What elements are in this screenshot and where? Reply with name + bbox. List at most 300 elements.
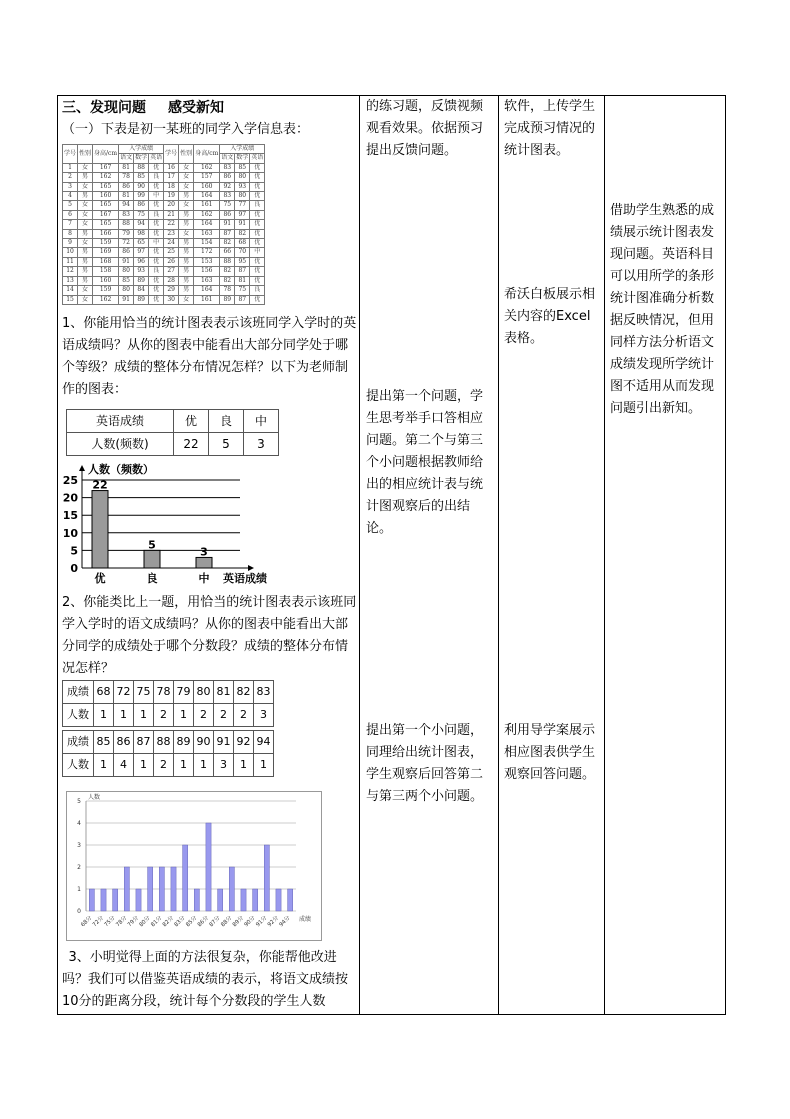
info-header: 身高/cm — [194, 145, 220, 164]
bar — [124, 867, 129, 911]
info-cell: 164 — [194, 192, 220, 201]
score-cell: 82 — [234, 680, 254, 703]
bar — [229, 867, 234, 911]
info-cell: 女 — [78, 286, 93, 295]
bar — [159, 867, 164, 911]
info-cell: 22 — [164, 220, 179, 229]
info-header: 学号 — [164, 145, 179, 164]
bar — [218, 889, 223, 911]
y-tick-label: 20 — [62, 491, 78, 505]
info-cell: 女 — [78, 163, 93, 172]
info-header: 性别 — [78, 145, 93, 164]
info-cell: 97 — [235, 210, 250, 219]
info-cell: 女 — [179, 201, 194, 210]
info-header: 入学成绩 — [220, 145, 265, 154]
score-cell: 1 — [94, 753, 114, 776]
info-cell: 20 — [164, 201, 179, 210]
student-info-table — [62, 144, 265, 305]
score-cell: 1 — [194, 753, 214, 776]
info-cell: 166 — [93, 229, 119, 238]
freq-label: 人数(频数) — [67, 432, 174, 455]
chinese-score-table-2 — [62, 730, 274, 777]
info-cell: 164 — [194, 286, 220, 295]
score-cell: 2 — [154, 753, 174, 776]
info-cell: 男 — [179, 267, 194, 276]
info-cell: 91 — [119, 295, 134, 304]
bar — [183, 845, 188, 911]
score-cell: 1 — [94, 703, 114, 726]
info-cell: 优 — [149, 248, 164, 257]
info-cell: 优 — [250, 257, 265, 266]
score-cell: 1 — [174, 753, 194, 776]
info-cell: 女 — [179, 173, 194, 182]
score-label: 成绩 — [63, 680, 94, 703]
score-cell: 91 — [214, 730, 234, 753]
info-cell: 30 — [164, 295, 179, 304]
info-cell: 167 — [93, 210, 119, 219]
info-cell: 女 — [179, 229, 194, 238]
info-row — [63, 220, 265, 229]
info-cell: 女 — [78, 295, 93, 304]
info-cell: 91 — [235, 220, 250, 229]
info-cell: 29 — [164, 286, 179, 295]
info-row — [63, 210, 265, 219]
info-cell: 优 — [149, 220, 164, 229]
info-cell: 80 — [235, 173, 250, 182]
info-cell: 156 — [194, 267, 220, 276]
y-tick-label: 25 — [62, 473, 78, 487]
info-cell: 优 — [149, 257, 164, 266]
info-cell: 优 — [149, 229, 164, 238]
bar-data-label: 3 — [200, 545, 208, 559]
info-cell: 女 — [78, 182, 93, 191]
info-cell: 优 — [250, 276, 265, 285]
score-cell: 2 — [214, 703, 234, 726]
info-cell: 162 — [93, 173, 119, 182]
y-tick-label: 4 — [77, 819, 81, 827]
freq-cell: 22 — [174, 432, 209, 455]
score-cell: 1 — [234, 753, 254, 776]
freq-cell: 3 — [244, 432, 279, 455]
info-cell: 男 — [179, 239, 194, 248]
info-header: 入学成绩 — [119, 145, 164, 154]
info-cell: 93 — [134, 267, 149, 276]
x-tick-label: 82分 — [161, 915, 175, 929]
x-tick-label: 88分 — [220, 915, 234, 929]
info-cell: 82 — [220, 276, 235, 285]
column-divider — [359, 95, 360, 1015]
info-cell: 18 — [164, 182, 179, 191]
info-cell: 6 — [63, 210, 78, 219]
info-cell: 25 — [164, 248, 179, 257]
info-cell: 66 — [220, 248, 235, 257]
info-cell: 女 — [179, 182, 194, 191]
info-cell: 女 — [78, 239, 93, 248]
info-cell: 9 — [63, 239, 78, 248]
x-tick-label: 94分 — [278, 915, 292, 929]
info-row — [63, 201, 265, 210]
y-axis-arrow — [79, 465, 85, 471]
info-cell: 中 — [149, 192, 164, 201]
info-cell: 8 — [63, 229, 78, 238]
section-title: 三、发现问题 — [62, 100, 146, 116]
info-cell: 162 — [194, 210, 220, 219]
info-cell: 94 — [134, 220, 149, 229]
info-cell: 88 — [134, 163, 149, 172]
section-heading — [62, 98, 357, 118]
info-cell: 90 — [134, 182, 149, 191]
info-cell: 优 — [250, 295, 265, 304]
info-cell: 160 — [93, 276, 119, 285]
info-cell: 男 — [78, 267, 93, 276]
x-axis-title: 成绩 — [299, 915, 312, 923]
info-cell: 83 — [220, 163, 235, 172]
info-cell: 优 — [250, 163, 265, 172]
info-cell: 2 — [63, 173, 78, 182]
info-cell: 77 — [235, 201, 250, 210]
info-cell: 女 — [78, 210, 93, 219]
info-cell: 159 — [93, 286, 119, 295]
info-cell: 优 — [149, 201, 164, 210]
bar — [101, 889, 106, 911]
info-cell: 优 — [149, 182, 164, 191]
info-row — [63, 248, 265, 257]
y-tick-label: 2 — [77, 863, 81, 871]
score-cell: 3 — [214, 753, 234, 776]
info-cell: 优 — [149, 163, 164, 172]
y-tick-label: 0 — [77, 907, 81, 915]
freq-cell: 5 — [209, 432, 244, 455]
x-tick-label: 80分 — [138, 915, 152, 929]
info-cell: 86 — [220, 173, 235, 182]
score-cell: 1 — [134, 753, 154, 776]
info-cell: 82 — [220, 267, 235, 276]
question-2: 2、你能类比上一题，用恰当的统计图表表示该班同学入学时的语文成绩吗？从你的图表中能看出大部分同学的成绩处于哪个分数段？成绩的整体分布情况怎样？ — [62, 594, 357, 676]
info-cell: 161 — [194, 295, 220, 304]
info-cell: 169 — [93, 248, 119, 257]
info-cell: 81 — [119, 163, 134, 172]
x-tick-label: 89分 — [231, 915, 245, 929]
score-cell: 75 — [134, 680, 154, 703]
student-activity-p1: 软件，上传学生完成预习情况的统计图表。 — [504, 99, 596, 158]
info-cell: 93 — [235, 182, 250, 191]
score-cell: 1 — [174, 703, 194, 726]
teaching-content-column — [62, 98, 357, 1013]
info-cell: 157 — [194, 173, 220, 182]
info-cell: 154 — [194, 239, 220, 248]
info-cell: 良 — [250, 286, 265, 295]
info-cell: 男 — [179, 248, 194, 257]
x-tick-label: 优 — [94, 571, 106, 585]
score-cell: 1 — [134, 703, 154, 726]
score-cell: 4 — [114, 753, 134, 776]
score-cell: 87 — [134, 730, 154, 753]
info-cell: 1 — [63, 163, 78, 172]
score-cell: 89 — [174, 730, 194, 753]
info-row — [63, 192, 265, 201]
y-tick-label: 0 — [70, 561, 78, 575]
x-tick-label: 83分 — [173, 915, 187, 929]
info-cell: 160 — [194, 182, 220, 191]
score-cell: 2 — [194, 703, 214, 726]
info-cell: 75 — [235, 286, 250, 295]
info-cell: 12 — [63, 267, 78, 276]
bar — [136, 889, 141, 911]
info-cell: 3 — [63, 182, 78, 191]
info-row — [63, 229, 265, 238]
info-cell: 162 — [93, 295, 119, 304]
info-cell: 优 — [250, 210, 265, 219]
info-cell: 96 — [134, 257, 149, 266]
info-cell: 163 — [194, 276, 220, 285]
y-axis-title: 人数 — [88, 793, 101, 801]
x-tick-label: 90分 — [243, 915, 257, 929]
y-tick-label: 5 — [77, 797, 81, 805]
x-tick-label: 87分 — [208, 915, 222, 929]
info-header: 英语 — [150, 154, 163, 162]
info-cell: 92 — [220, 182, 235, 191]
info-cell: 72 — [119, 239, 134, 248]
info-cell: 88 — [220, 257, 235, 266]
student-activity-p2: 希沃白板展示相关内容的Excel表格。 — [504, 287, 596, 346]
bar — [89, 889, 94, 911]
freq-cell: 良 — [209, 409, 244, 432]
score-cell: 72 — [114, 680, 134, 703]
column-divider — [604, 95, 605, 1015]
info-cell: 165 — [93, 201, 119, 210]
info-cell: 优 — [250, 220, 265, 229]
info-cell: 10 — [63, 248, 78, 257]
bar-data-label: 22 — [92, 478, 108, 492]
info-cell: 男 — [179, 220, 194, 229]
bar — [144, 550, 160, 568]
y-tick-label: 3 — [77, 841, 81, 849]
info-cell: 87 — [235, 267, 250, 276]
section-intro: （一）下表是初一某班的同学入学信息表： — [62, 122, 310, 137]
bar-data-label: 5 — [148, 538, 156, 552]
info-cell: 98 — [134, 229, 149, 238]
bar — [276, 889, 281, 911]
x-tick-label: 86分 — [196, 915, 210, 929]
info-cell: 女 — [78, 220, 93, 229]
info-row — [63, 173, 265, 182]
score-cell: 83 — [254, 680, 274, 703]
info-cell: 21 — [164, 210, 179, 219]
info-cell: 88 — [119, 220, 134, 229]
info-cell: 163 — [194, 229, 220, 238]
info-header: 学号 — [63, 145, 78, 164]
english-bar-chart — [62, 462, 286, 592]
info-cell: 94 — [119, 201, 134, 210]
x-tick-label: 79分 — [126, 915, 140, 929]
score-cell: 80 — [194, 680, 214, 703]
info-cell: 男 — [179, 257, 194, 266]
bar — [241, 889, 246, 911]
x-tick-label: 68分 — [80, 915, 94, 929]
info-cell: 女 — [179, 295, 194, 304]
info-cell: 75 — [220, 201, 235, 210]
score-label: 人数 — [63, 703, 94, 726]
info-cell: 良 — [149, 210, 164, 219]
info-cell: 78 — [220, 286, 235, 295]
score-label: 人数 — [63, 753, 94, 776]
question-1: 1、你能用恰当的统计图表表示该班同学入学时的英语成绩吗？从你的图表中能看出大部分同学处于哪个等级？成绩的整体分布情况怎样？以下为老师制作的图表： — [62, 315, 357, 397]
bar — [288, 889, 293, 911]
info-cell: 19 — [164, 192, 179, 201]
info-cell: 85 — [235, 163, 250, 172]
info-cell: 男 — [179, 276, 194, 285]
info-cell: 优 — [250, 239, 265, 248]
info-cell: 75 — [134, 210, 149, 219]
info-cell: 160 — [93, 192, 119, 201]
info-cell: 162 — [194, 163, 220, 172]
y-tick-label: 15 — [62, 509, 78, 523]
info-header: 语文 — [221, 154, 234, 162]
bar — [264, 845, 269, 911]
info-cell: 89 — [134, 276, 149, 285]
info-cell: 优 — [250, 267, 265, 276]
info-header: 语文 — [120, 154, 133, 162]
info-cell: 70 — [235, 248, 250, 257]
info-cell: 男 — [78, 248, 93, 257]
info-row — [63, 163, 265, 172]
score-cell: 3 — [254, 703, 274, 726]
info-cell: 159 — [93, 239, 119, 248]
info-row — [63, 182, 265, 191]
bar — [196, 557, 212, 568]
chinese-bar-chart — [66, 791, 322, 941]
info-cell: 14 — [63, 286, 78, 295]
info-cell: 82 — [235, 229, 250, 238]
freq-label: 英语成绩 — [67, 409, 174, 432]
bar — [92, 490, 108, 567]
info-cell: 男 — [179, 210, 194, 219]
info-cell: 99 — [134, 192, 149, 201]
info-cell: 80 — [119, 267, 134, 276]
info-cell: 167 — [93, 163, 119, 172]
info-cell: 86 — [134, 201, 149, 210]
score-cell: 94 — [254, 730, 274, 753]
info-cell: 28 — [164, 276, 179, 285]
info-cell: 91 — [119, 257, 134, 266]
info-cell: 良 — [149, 173, 164, 182]
info-cell: 89 — [134, 295, 149, 304]
score-cell: 90 — [194, 730, 214, 753]
question-3: 3、小明觉得上面的方法很复杂，你能帮他改进吗？我们可以借鉴英语成绩的表示，将语文成绩按10分的距离分段，统计每个分数段的学生人数 — [62, 949, 349, 1009]
info-cell: 87 — [235, 295, 250, 304]
info-cell: 16 — [164, 163, 179, 172]
info-cell: 13 — [63, 276, 78, 285]
info-cell: 男 — [78, 257, 93, 266]
student-activity-p3: 利用导学案展示相应图表供学生观察回答问题。 — [504, 723, 596, 782]
x-tick-label: 良 — [146, 571, 158, 585]
info-header: 英语 — [251, 154, 264, 162]
x-tick-label: 78分 — [115, 915, 129, 929]
info-cell: 良 — [149, 267, 164, 276]
info-cell: 男 — [179, 192, 194, 201]
info-cell: 优 — [250, 192, 265, 201]
freq-cell: 优 — [174, 409, 209, 432]
score-cell: 85 — [94, 730, 114, 753]
y-tick-label: 10 — [62, 526, 78, 540]
info-cell: 81 — [235, 276, 250, 285]
info-cell: 89 — [220, 295, 235, 304]
info-cell: 81 — [119, 192, 134, 201]
info-cell: 优 — [250, 173, 265, 182]
info-cell: 172 — [194, 248, 220, 257]
info-row — [63, 267, 265, 276]
bar — [206, 823, 211, 911]
info-row — [63, 286, 265, 295]
info-cell: 中 — [250, 248, 265, 257]
info-cell: 11 — [63, 257, 78, 266]
score-cell: 68 — [94, 680, 114, 703]
info-cell: 23 — [164, 229, 179, 238]
info-header: 数学 — [236, 154, 249, 162]
info-cell: 15 — [63, 295, 78, 304]
info-cell: 优 — [149, 286, 164, 295]
x-axis-title: 英语成绩 — [223, 571, 267, 585]
info-cell: 164 — [194, 220, 220, 229]
score-cell: 1 — [254, 753, 274, 776]
score-cell: 92 — [234, 730, 254, 753]
info-header: 身高/cm — [93, 145, 119, 164]
info-cell: 优 — [250, 229, 265, 238]
x-tick-label: 91分 — [255, 915, 269, 929]
score-cell: 2 — [154, 703, 174, 726]
info-cell: 83 — [119, 210, 134, 219]
y-tick-label: 5 — [70, 544, 78, 558]
info-row — [63, 257, 265, 266]
info-cell: 女 — [78, 201, 93, 210]
info-cell: 86 — [220, 210, 235, 219]
info-cell: 男 — [78, 173, 93, 182]
info-header: 性别 — [179, 145, 194, 164]
info-row — [63, 295, 265, 304]
score-cell: 88 — [154, 730, 174, 753]
info-cell: 男 — [78, 192, 93, 201]
info-cell: 良 — [250, 201, 265, 210]
score-label: 成绩 — [63, 730, 94, 753]
info-cell: 78 — [119, 173, 134, 182]
chinese-score-table-1 — [62, 680, 274, 727]
info-cell: 男 — [78, 276, 93, 285]
info-cell: 80 — [119, 286, 134, 295]
info-cell: 85 — [134, 173, 149, 182]
info-cell: 女 — [179, 163, 194, 172]
section-subtitle: 感受新知 — [168, 100, 224, 116]
bar — [148, 867, 153, 911]
info-cell: 91 — [220, 220, 235, 229]
info-row — [63, 276, 265, 285]
info-cell: 26 — [164, 257, 179, 266]
info-cell: 24 — [164, 239, 179, 248]
info-cell: 27 — [164, 267, 179, 276]
x-tick-label: 92分 — [266, 915, 280, 929]
score-cell: 1 — [114, 703, 134, 726]
info-cell: 优 — [250, 182, 265, 191]
info-cell: 优 — [149, 276, 164, 285]
english-frequency-table — [66, 409, 279, 456]
info-cell: 68 — [235, 239, 250, 248]
x-tick-label: 72分 — [91, 915, 105, 929]
info-cell: 86 — [119, 182, 134, 191]
info-cell: 男 — [179, 286, 194, 295]
info-cell: 153 — [194, 257, 220, 266]
info-cell: 83 — [220, 192, 235, 201]
bar — [113, 889, 118, 911]
info-cell: 84 — [134, 286, 149, 295]
